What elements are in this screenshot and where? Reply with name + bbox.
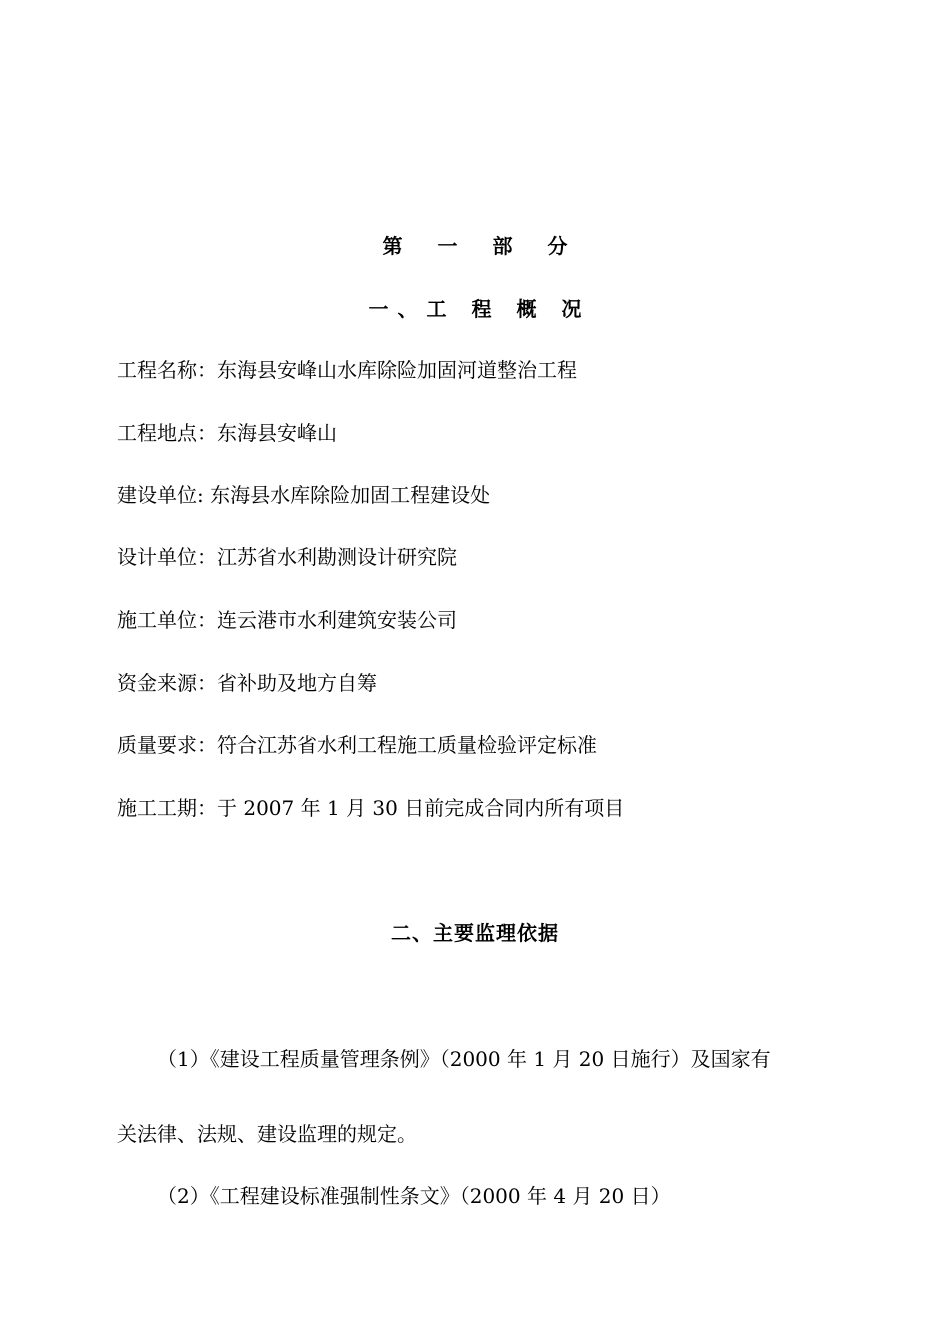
info-quality-requirement (117, 731, 597, 759)
section-title-overview: 一、工 程 概 况 (368, 297, 591, 321)
info-project-name (117, 356, 577, 384)
info-value: 东海县安峰山水库除险加固河道整治工程 (217, 358, 577, 382)
basis-item-2-line-1: （2）《工程建设标准强制性条文》（2000 年 4 月 20 日） (157, 1184, 671, 1208)
basis-item-1-line-1: （1）《建设工程质量管理条例》（2000 年 1 月 20 日施行）及国家有 (157, 1047, 771, 1071)
info-value: 省补助及地方自筹 (217, 671, 377, 695)
info-label: 施工单位： (117, 608, 217, 632)
info-label: 工程地点： (117, 421, 217, 445)
info-contractor (117, 606, 457, 634)
info-value: 于 2007 年 1 月 30 日前完成合同内所有项目 (217, 796, 625, 820)
info-project-location (117, 419, 337, 447)
info-design-unit (117, 543, 457, 571)
info-construction-unit (117, 481, 490, 509)
info-value: 东海县安峰山 (217, 421, 337, 445)
info-label: 施工工期： (117, 796, 217, 820)
section-title-basis: 二、主要监理依据 (391, 921, 559, 945)
info-label: 资金来源： (117, 671, 217, 695)
info-label: 建设单位: (117, 483, 211, 507)
info-value: 东海县水库除险加固工程建设处 (210, 483, 491, 507)
info-construction-period (117, 794, 624, 822)
info-label: 工程名称： (117, 358, 217, 382)
part-title: 第 一 部 分 (382, 234, 582, 258)
basis-item-1-line-2: 关法律、法规、建设监理的规定。 (117, 1122, 417, 1146)
info-value: 符合江苏省水利工程施工质量检验评定标准 (217, 733, 597, 757)
info-funding-source (117, 669, 377, 697)
info-label: 设计单位： (117, 545, 217, 569)
info-label: 质量要求： (117, 733, 217, 757)
info-value: 江苏省水利勘测设计研究院 (217, 545, 457, 569)
info-value: 连云港市水利建筑安装公司 (217, 608, 457, 632)
